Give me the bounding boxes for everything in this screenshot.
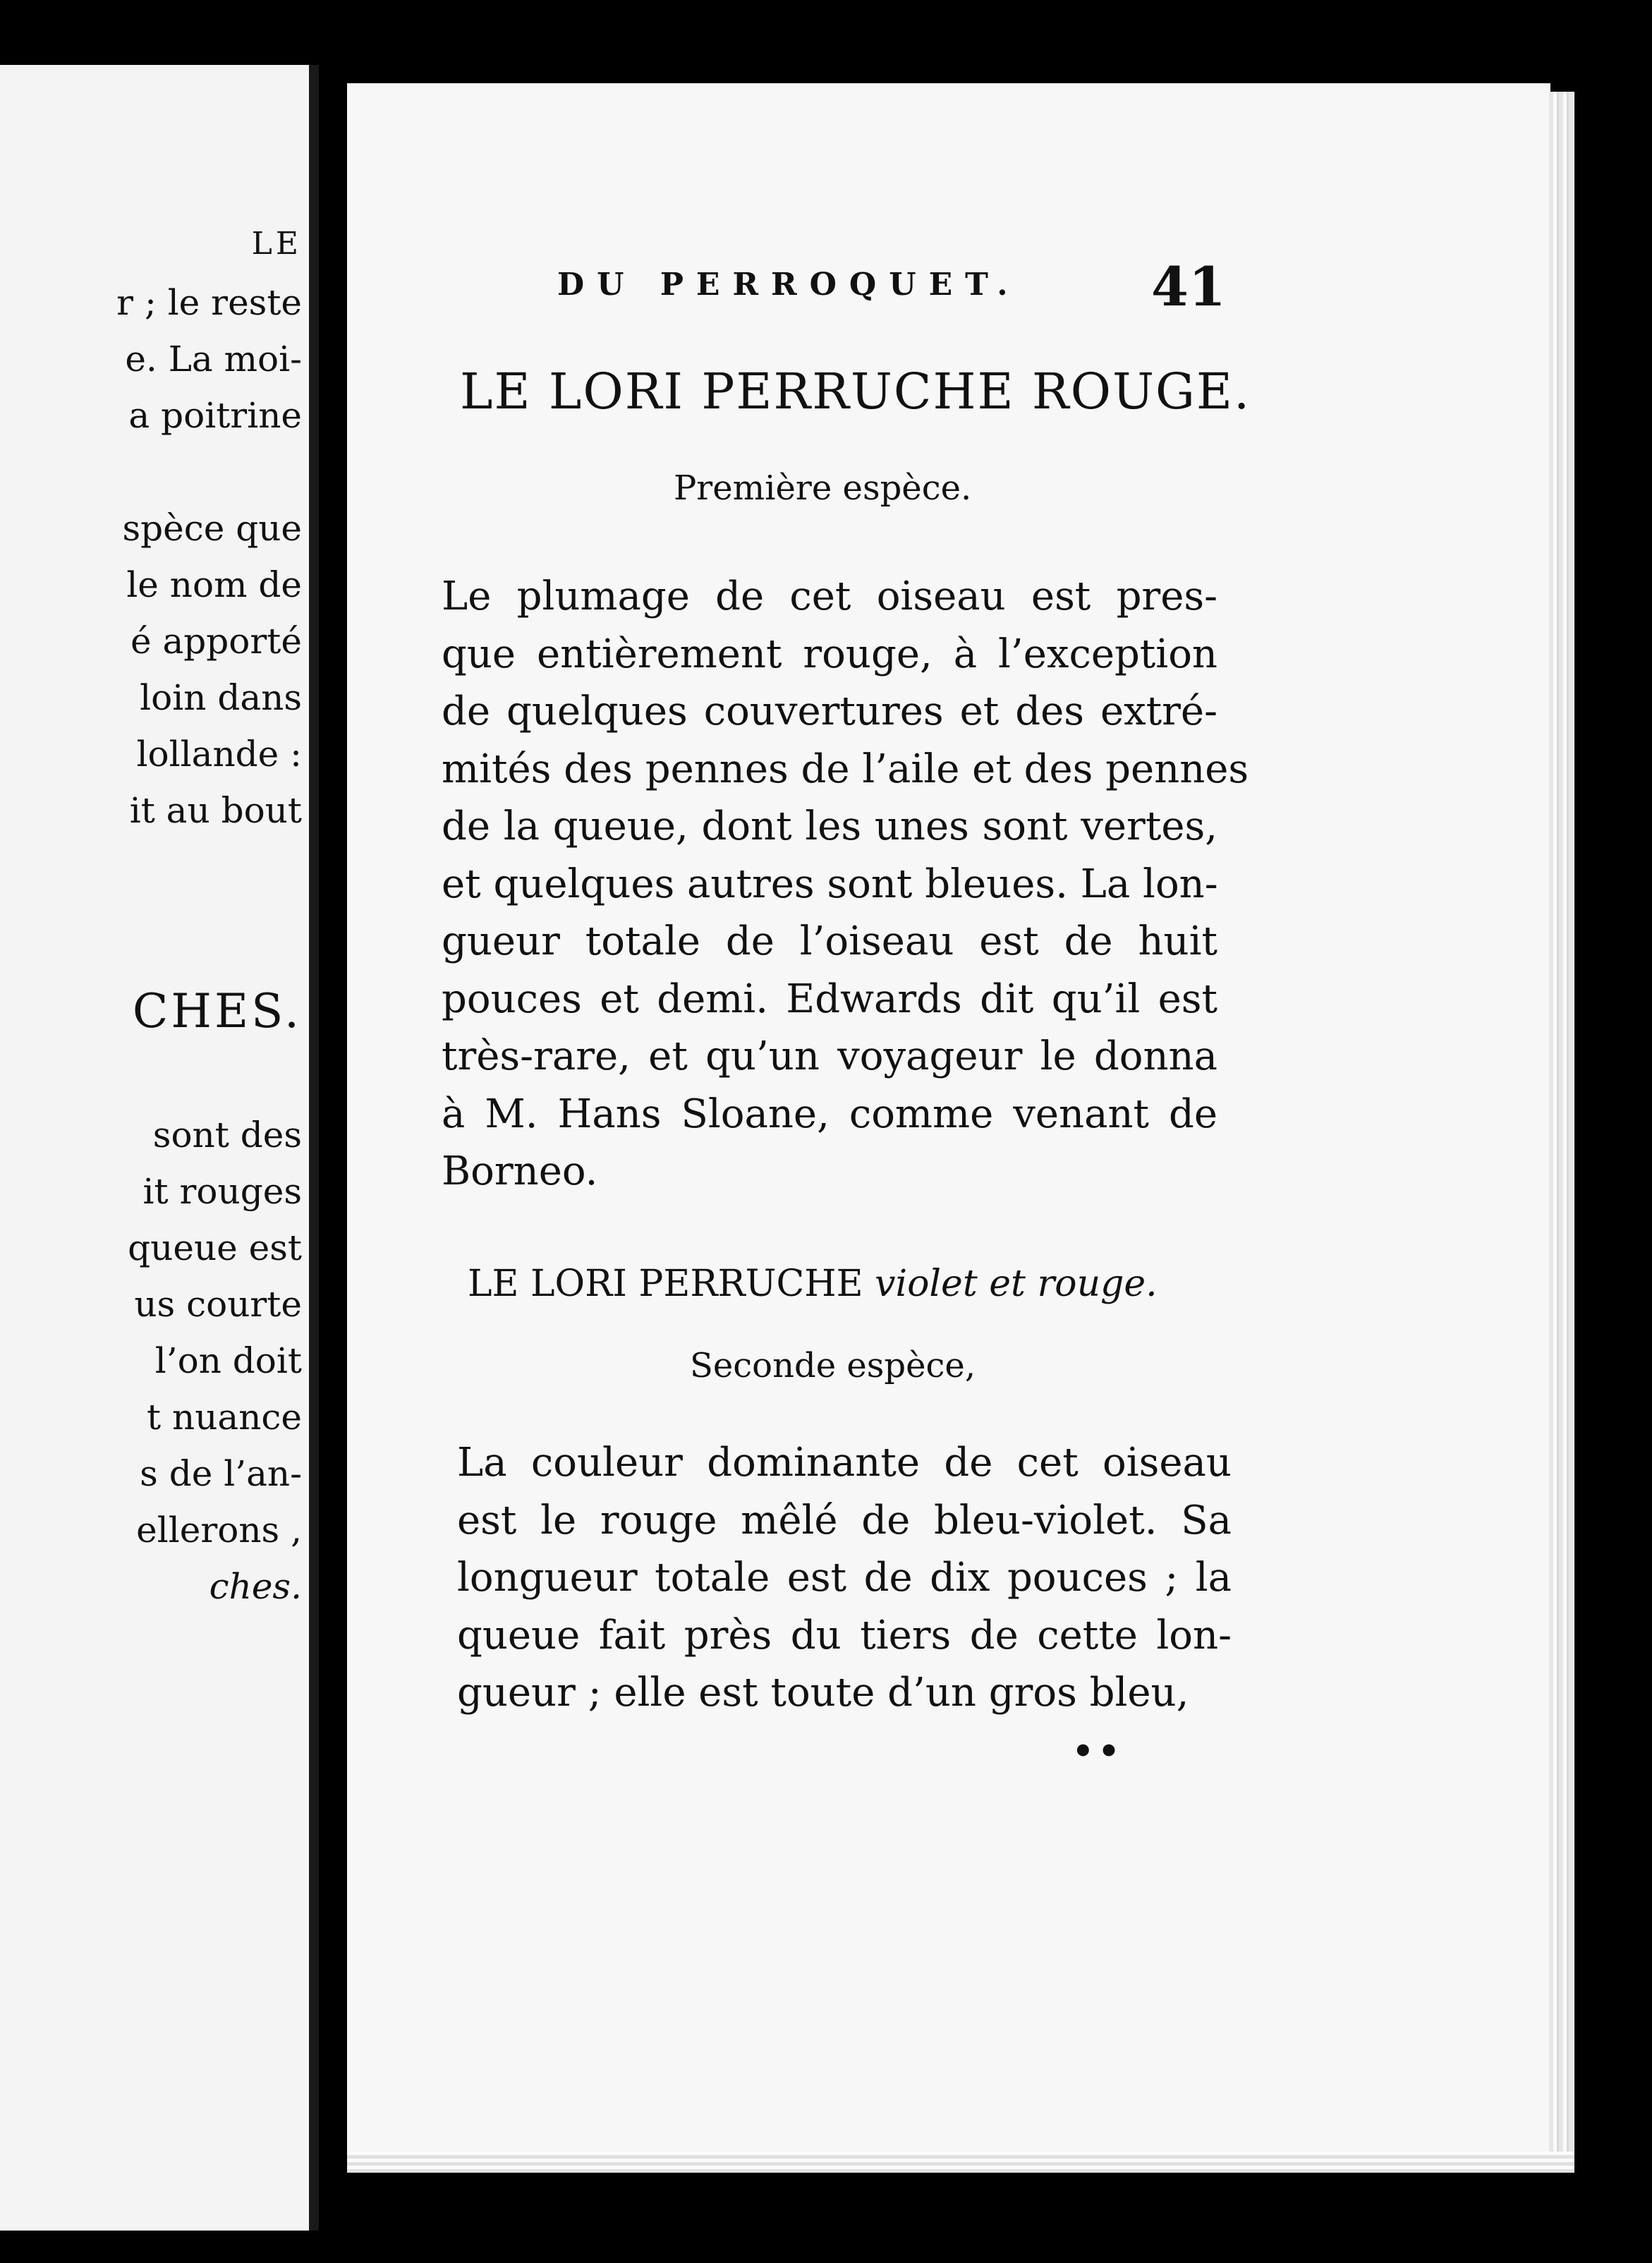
- text-line: très-rare, et qu’un voyageur le donna: [442, 1033, 1217, 1079]
- left-page-line: t nuance: [147, 1397, 302, 1438]
- text-line: pouces et demi. Edwards dit qu’il est: [442, 976, 1217, 1022]
- section-subtitle-2: Seconde espèce,: [690, 1346, 976, 1385]
- left-page-line: queue est: [128, 1227, 302, 1268]
- left-page-line: s de l’an-: [140, 1453, 302, 1494]
- section-subtitle: Première espèce.: [674, 468, 972, 508]
- text-line: queue fait près du tiers de cette lon-: [457, 1612, 1232, 1658]
- left-page-line: sont des: [152, 1115, 302, 1155]
- section-title-2-roman: LE LORI PERRUCHE: [468, 1263, 863, 1305]
- section-title: LE LORI PERRUCHE ROUGE.: [460, 363, 1251, 420]
- left-page-line: le nom de: [126, 564, 302, 605]
- text-line: longueur totale est de dix pouces ; la: [457, 1555, 1232, 1601]
- left-page-line: loin dans: [140, 677, 302, 718]
- left-page-line: ches.: [209, 1566, 302, 1607]
- left-page-line: l’on doit: [154, 1340, 302, 1381]
- left-facing-page: [0, 65, 310, 2231]
- text-line: gueur totale de l’oiseau est de huit: [442, 918, 1217, 964]
- page-edge-stack: [1549, 92, 1574, 2152]
- left-page-line: ellerons ,: [136, 1510, 302, 1551]
- text-line: mités des pennes de l’aile et des pennes: [442, 746, 1249, 792]
- section-title-2-italic: violet et rouge.: [875, 1263, 1158, 1305]
- paragraph-2: [457, 1434, 1232, 1722]
- left-page-line: it au bout: [129, 790, 302, 831]
- text-line: et quelques autres sont bleues. La lon-: [442, 861, 1218, 907]
- text-line: de la queue, dont les unes sont vertes,: [442, 803, 1217, 849]
- paragraph-1: [442, 568, 1249, 1201]
- text-line: de quelques couvertures et des extré-: [442, 688, 1217, 734]
- running-head: DU PERROQUET.: [557, 267, 1021, 303]
- text-line: Borneo.: [442, 1148, 598, 1194]
- left-page-line: lollande :: [136, 734, 302, 775]
- left-page-line: us courte: [134, 1284, 302, 1325]
- book-gutter: [309, 65, 319, 2231]
- text-line: est le rouge mêlé de bleu-violet. Sa: [457, 1497, 1232, 1543]
- signature-mark: ••: [1072, 1732, 1124, 1771]
- page-number: 41: [1151, 255, 1226, 318]
- text-line: à M. Hans Sloane, comme venant de: [442, 1091, 1217, 1137]
- text-line: Le plumage de cet oiseau est pres-: [442, 574, 1217, 619]
- section-title-2: [468, 1263, 1158, 1305]
- left-page-line: it rouges: [142, 1171, 302, 1212]
- left-page-line: CHES.: [132, 984, 302, 1038]
- left-page-line: e. La moi-: [125, 339, 302, 380]
- text-line: gueur ; elle est toute d’un gros bleu,: [457, 1670, 1189, 1716]
- text-line: que entièrement rouge, à l’exception: [442, 631, 1217, 677]
- left-page-line: é apporté: [130, 621, 302, 662]
- text-line: La couleur dominante de cet oiseau: [457, 1440, 1232, 1486]
- left-page-line: r ; le reste: [116, 282, 302, 323]
- left-page-line: a poitrine: [128, 395, 302, 436]
- left-page-line: spèce que: [122, 508, 302, 549]
- page-bottom-edge: [347, 2152, 1574, 2173]
- left-page-line: LE: [251, 226, 302, 262]
